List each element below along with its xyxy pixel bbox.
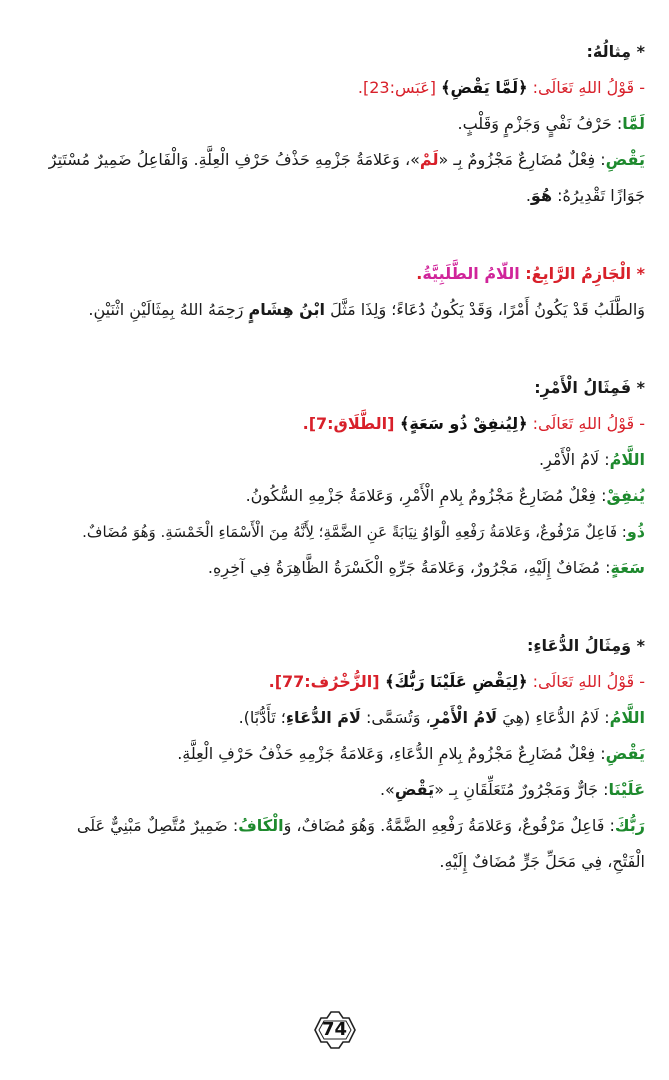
- verse-intro: - قَوْلُ اللهِ تَعَالَى:: [527, 414, 645, 433]
- parse-text: : مُضَافٌ إِلَيْهِ، مَجْرُورٌ، وَعَلامَةُ جَرِّهِ الْكَسْرَةُ الظَّاهِرَةُ فِي آخِرِهِ.: [207, 558, 611, 577]
- heading-text: * الْجَازِمُ الرَّابِعُ:: [519, 264, 645, 283]
- verse-ref: [الطَّلَاق:7].: [302, 414, 400, 433]
- parse-line: [24, 142, 645, 178]
- parse-text: : فِعْلٌ مُضَارِعٌ مَجْزُومٌ بِـ «: [438, 150, 606, 169]
- heading-text: * فَمِثَالُ الْأَمْرِ:: [534, 378, 645, 397]
- parse-term: عَلَيْنَا: [608, 780, 645, 799]
- parse-text: : لَامُ الدُّعَاءِ (هِيَ: [497, 708, 610, 727]
- verse-text: ﴿لِيَقْضِ عَلَيْنَا رَبُّكَ﴾: [385, 672, 528, 691]
- parse-text: : جَارٌّ وَمَجْرُورٌ مُتَعَلِّقَانِ بِـ «: [434, 780, 609, 799]
- heading-text: * وَمِثَالُ الدُّعَاءِ:: [526, 636, 645, 655]
- page-number: 74: [321, 1019, 348, 1040]
- parse-line: [24, 106, 645, 142]
- parse-term: اللَّامُ: [609, 708, 645, 727]
- parse-line: [24, 478, 645, 514]
- parse-text: : فَاعِلٌ مَرْفُوعٌ، وَعَلامَةُ رَفْعِهِ الْوَاوُ نِيَابَةً عَنِ الضَّمَّةِ؛ لِأَنَّهُ مِنَ الْأَسْمَاءِ الْخَمْسَةِ. وَهُوَ مُضَافٌ.: [82, 523, 627, 541]
- parse-text: ؛ تَأَدُّبًا).: [238, 708, 286, 727]
- parse-term: يَقْضِ: [605, 150, 645, 169]
- body-line: [24, 292, 645, 328]
- parse-term: اللَّامُ: [609, 450, 645, 469]
- parse-term: لَمَّا: [622, 114, 645, 133]
- parse-term: يُنفِقْ: [606, 486, 645, 505]
- verse-intro: - قَوْلُ اللهِ تَعَالَى:: [527, 672, 645, 691]
- heading-text: * مِثالُهُ:: [586, 42, 645, 61]
- parse-text: ».: [379, 780, 395, 799]
- parse-text-rest: »، وَعَلامَةُ جَزْمِهِ حَذْفُ حَرْفِ الْعِلَّةِ. وَالْفَاعِلُ ضَمِيرٌ مُسْتَتِرٌ: [48, 150, 420, 169]
- parse-line-cont: [24, 178, 645, 214]
- parse-line-cont: [24, 844, 645, 880]
- parse-term: سَعَةٍ: [610, 558, 645, 577]
- verse-line: [24, 70, 645, 106]
- body-text: وَالطَّلَبُ قَدْ يَكُونُ أَمْرًا، وَقَدْ يَكُونُ دُعَاءً؛ وَلِذَا مَثَّلَ: [325, 300, 645, 319]
- parse-text: : حَرْفُ نَفْيٍ وَجَزْمٍ وَقَلْبٍ.: [457, 114, 623, 133]
- parse-text: الْفَتْحِ، فِي مَحَلِّ جَرٍّ مُضَافٌ إِلَيْهِ.: [439, 852, 645, 871]
- parse-text: : فَاعِلٌ مَرْفُوعٌ، وَعَلامَةُ رَفْعِهِ الضَّمَّةُ. وَهُوَ مُضَافٌ، وَ: [283, 816, 615, 835]
- parse-bold: يَقْضِ: [394, 780, 435, 799]
- parse-bold: هُوَ: [530, 186, 553, 205]
- parse-term: يَقْضِ: [605, 744, 645, 763]
- parse-term: رَبُّكَ: [614, 816, 645, 835]
- heading-highlight: اللّامُ الطَّلَبِيَّةُ: [422, 264, 520, 283]
- page-number-frame: [0, 1008, 669, 1052]
- parse-term: الْكَافُ: [238, 816, 284, 835]
- parse-line: [24, 736, 645, 772]
- parse-line: [24, 442, 645, 478]
- verse-line: [24, 664, 645, 700]
- parse-line: [24, 514, 645, 550]
- parse-bold: لَامَ الدُّعَاءِ: [285, 708, 361, 727]
- body-text-end: رَحِمَهُ اللهُ بِمِثَالَيْنِ اثْنَيْنِ.: [88, 300, 249, 319]
- parse-line: [24, 700, 645, 736]
- parse-end: .: [525, 186, 531, 205]
- parse-line: [24, 550, 645, 586]
- parse-line: [24, 808, 645, 844]
- section-heading: [24, 256, 645, 292]
- parse-term: ذُو: [626, 522, 645, 541]
- body-bold: ابْنُ هِشَامٍ: [248, 300, 326, 319]
- parse-bold: لَامُ الْأَمْرِ: [430, 708, 498, 727]
- parse-text: ، وَتُسَمَّى:: [360, 708, 431, 727]
- verse-ref: [عَبَس:23].: [357, 78, 442, 97]
- heading-end: .: [416, 264, 423, 283]
- parse-text: : لَامُ الْأَمْرِ.: [538, 450, 610, 469]
- verse-text: ﴿لِيُنفِقْ ذُو سَعَةٍ﴾: [399, 414, 528, 433]
- verse-intro: - قَوْلُ اللهِ تَعَالَى:: [527, 78, 645, 97]
- verse-text: ﴿لَمَّا يَقْضِ﴾: [441, 78, 528, 97]
- verse-line: [24, 406, 645, 442]
- section-heading: [24, 628, 645, 664]
- page-body: [24, 30, 645, 880]
- parse-text: جَوَازًا تَقْدِيرُهُ:: [552, 186, 645, 205]
- section-heading: [24, 370, 645, 406]
- parse-line: [24, 772, 645, 808]
- parse-text: : ضَمِيرٌ مُتَّصِلٌ مَبْنِيٌّ عَلَى: [76, 816, 239, 835]
- parse-inner: لَمْ: [419, 150, 439, 169]
- section-heading: [24, 34, 645, 70]
- parse-text: : فِعْلٌ مُضَارِعٌ مَجْزُومٌ بِلامِ الْأَمْرِ، وَعَلامَةُ جَزْمِهِ السُّكُونُ.: [245, 486, 607, 505]
- parse-text: : فِعْلٌ مُضَارِعٌ مَجْزُومٌ بِلامِ الدُّعَاءِ، وَعَلامَةُ جَزْمِهِ حَذْفُ حَرْفِ الْعِلَّةِ.: [177, 744, 606, 763]
- verse-ref: [الزُّخْرُف:77].: [268, 672, 386, 691]
